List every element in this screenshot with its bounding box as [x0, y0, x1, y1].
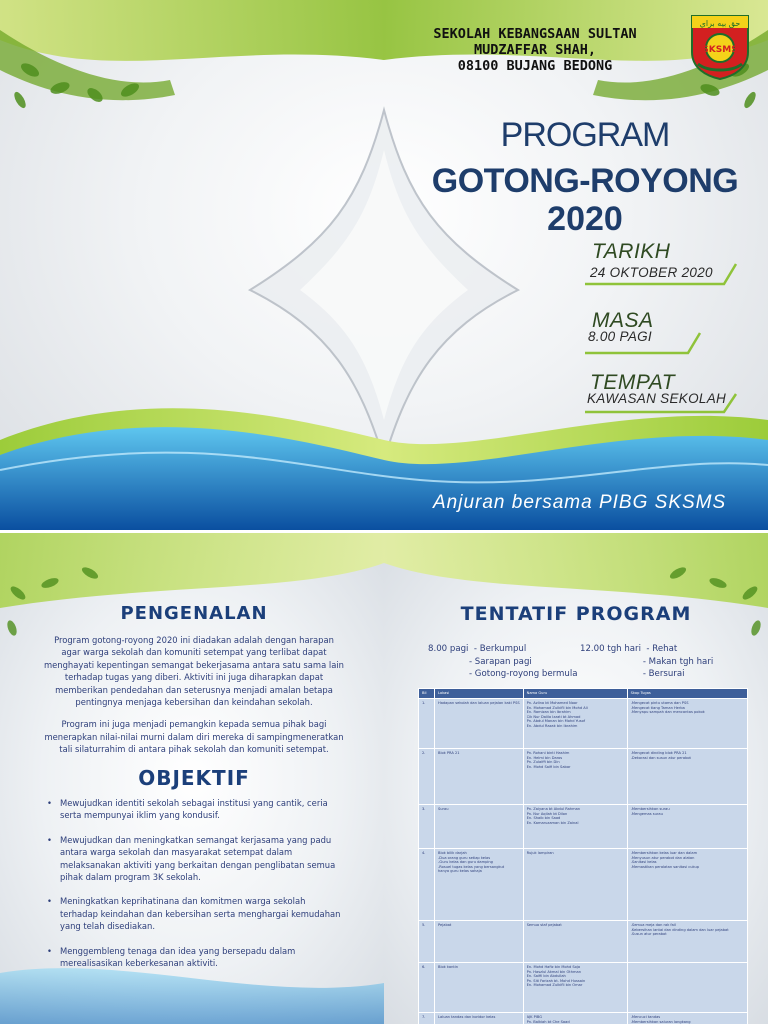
row-nama-guru-line: En. Helmi bin Daros — [526, 755, 563, 760]
row-lokasi-line: Hadapan sekolah dan laluan pejalan kaki PSS — [438, 701, 520, 705]
school-line-3: 08100 BUJANG BEDONG — [457, 58, 613, 74]
row-skop-tugas-line: -Menyusun atur perabot dan alatan — [630, 855, 695, 860]
task-table-row — [419, 921, 748, 963]
row-skop-tugas — [627, 805, 747, 849]
objektif-item: • Mewujudkan identiti sekolah sebagai institusi yang cantik, ceria serta mempunyai iklim yang kondusif. — [44, 797, 344, 822]
tarikh-value: 24 OKTOBER 2020 — [590, 265, 713, 280]
school-address — [400, 26, 670, 74]
row-lokasi — [435, 849, 524, 921]
row-nama-guru-line: Pn. Azlina bt Mohamed Noor — [526, 701, 578, 705]
header-skop-tugas: Skop Tugas — [627, 689, 747, 699]
pengenalan-heading: PENGENALAN — [120, 603, 268, 624]
left-panel — [0, 533, 384, 1024]
row-skop-tugas-line: -Menyapu sampah dan mencantas pokok — [630, 710, 705, 715]
row-lokasi-line: Pejabat — [438, 923, 452, 927]
row-nama-guru-line: En. Saifil bin Abdullah — [526, 974, 566, 979]
row-nama-guru-line: Pn. Siti Farizah bt. Mohd Hussain — [526, 978, 586, 983]
tempat-value: KAWASAN SEKOLAH — [587, 391, 727, 406]
row-number-line: 7. — [422, 1015, 426, 1019]
row-skop-tugas — [627, 1013, 747, 1024]
intro-text — [44, 634, 344, 766]
header-nama-guru: Nama Guru — [523, 689, 627, 699]
row-number — [419, 749, 435, 805]
tarikh-label: TARIKH — [592, 240, 671, 263]
row-number — [419, 921, 435, 963]
row-nama-guru — [523, 1013, 627, 1024]
row-nama-guru-line: En. Ramizan bin Ibrahim — [526, 710, 571, 715]
row-skop-tugas — [627, 963, 747, 1013]
right-panel — [384, 533, 768, 1024]
row-nama-guru-line: Pn. Zulaiffi bin Din — [526, 760, 560, 765]
header-lokasi: Lokasi — [435, 689, 524, 699]
row-skop-tugas-line: -Membersihkan surau — [630, 807, 670, 811]
school-line-1: SEKOLAH KEBANGSAAN SULTAN — [433, 26, 637, 42]
row-number — [419, 805, 435, 849]
row-nama-guru-line: Pn. Rohani binti Hashim — [526, 751, 570, 755]
row-lokasi-line: Blok kantin — [438, 965, 459, 969]
task-table-row — [419, 699, 748, 749]
row-lokasi-line: Laluan tandas dan koridor kelas — [438, 1015, 496, 1019]
row-nama-guru — [523, 921, 627, 963]
task-table — [418, 688, 748, 1024]
row-lokasi — [435, 749, 524, 805]
row-number-line: 6. — [422, 965, 426, 969]
row-nama-guru — [523, 963, 627, 1013]
objektif-item: • Mewujudkan dan meningkatkan semangat kerjasama yang padu antara warga sekolah dan masyarakat setempat dalam melaksanakan aktiviti yang berkaitan dengan penglibatan semua pihak dalam program 3K sekolah. — [44, 834, 344, 884]
objektif-item: • Meningkatkan keprihatinana dan komitmen warga sekolah terhadap keindahan dan kebersihan serta menghargai kemudahan yang telah disediakan. — [44, 895, 344, 932]
schedule-morning: 8.00 pagi - Berkumpul - Sarapan pagi - Gotong-royong bermula — [428, 644, 578, 679]
objektif-list — [44, 797, 344, 981]
row-number-line: 3. — [422, 807, 426, 811]
row-lokasi-line: Surau — [438, 807, 449, 811]
title-program: PROGRAM — [500, 116, 670, 154]
row-skop-tugas-line: -Semua meja dan rak fail — [630, 923, 676, 927]
row-nama-guru-line: En. Shaib bin Saad — [526, 816, 561, 821]
row-number — [419, 963, 435, 1013]
row-number — [419, 1013, 435, 1024]
row-number-line: 4. — [422, 851, 426, 855]
task-table-row — [419, 805, 748, 849]
row-nama-guru-line: En. Mohd Hafiz bin Mohd Soja — [526, 965, 581, 969]
row-nama-guru-line: AJK PIBG — [526, 1015, 543, 1019]
row-nama-guru-line: Rujuk lampiran — [526, 851, 554, 855]
task-table-header — [419, 689, 748, 699]
row-skop-tugas-line: -Mengemas surau — [630, 811, 663, 816]
school-crest-logo — [688, 12, 752, 80]
task-table-row — [419, 963, 748, 1013]
row-number-line: 1. — [422, 701, 426, 705]
tempat-label: TEMPAT — [590, 371, 676, 394]
intro-paragraph-2: Program ini juga menjadi pemangkin kepada semua pihak bagi menerapkan nilai-nilai murni dalam diri mereka di sampingmeneratkan tali silaturrahim di antara pihak sekolah dan komuniti setempat. — [44, 719, 344, 755]
row-nama-guru — [523, 805, 627, 849]
row-nama-guru-line: Pn. Haszlul Akmal bin Othman — [526, 969, 581, 974]
row-number — [419, 849, 435, 921]
task-table-row — [419, 749, 748, 805]
row-lokasi — [435, 1013, 524, 1024]
row-skop-tugas — [627, 849, 747, 921]
row-nama-guru-line: Pn. Nur Aqilah bt Dilon — [526, 811, 568, 816]
row-lokasi-line: -Rosuel tugas kelas yang bersangkut — [438, 864, 505, 869]
schedule-afternoon: 12.00 tgh hari - Rehat - Makan tgh hari - Bersurai — [580, 644, 714, 679]
row-skop-tugas-line: -Mengecat pintu utama dan PSS — [630, 701, 689, 705]
row-nama-guru-line: Semua staf pejabat — [526, 923, 562, 927]
row-lokasi-line: -Guru kelas dan guru damping — [438, 860, 493, 865]
row-lokasi — [435, 699, 524, 749]
task-table-row — [419, 1013, 748, 1024]
masa-value: 8.00 PAGI — [588, 329, 652, 344]
row-skop-tugas-line: -Susun atur perabot — [630, 932, 667, 937]
row-skop-tugas-line: -Kebersihan lantai dan dinding dalam dan luar pejabat — [630, 927, 729, 932]
row-skop-tugas — [627, 699, 747, 749]
organizer-text: Anjuran bersama PIBG SKSMS — [433, 492, 727, 513]
row-skop-tugas-line: -Sanitasi kelas — [630, 860, 657, 865]
row-nama-guru-line: En. Mohd Saifi bin Sabar — [526, 764, 571, 769]
task-table-row — [419, 849, 748, 921]
row-nama-guru — [523, 749, 627, 805]
title-gotong-royong: GOTONG-ROYONG — [431, 162, 739, 200]
school-line-2: MUDZAFFAR SHAH, — [474, 42, 596, 58]
crest-motto: حق بيه براي — [699, 19, 741, 28]
row-number-line: 2. — [422, 751, 426, 755]
header-bil: Bil — [419, 689, 435, 699]
row-nama-guru-line: En. Abdul Razak bin Ibrahim — [526, 723, 578, 728]
row-nama-guru — [523, 849, 627, 921]
row-skop-tugas-line: -Membersihkan saluran longkang — [630, 1019, 691, 1024]
row-skop-tugas-line: -Memastikan peralatan sanitasi cukup — [630, 864, 700, 869]
row-lokasi — [435, 921, 524, 963]
intro-paragraph-1: Program gotong-royong 2020 ini diadakan adalah dengan harapan agar warga sekolah dan komuniti setempat yang terlibat dapat menghayati kepentingan semangat bekerjasama antara satu sama lain terhadap tugas yang diberi. Aktiviti ini juga diharapkan dapat memberikan pendedahan dan seterusnya menjadi amalan betapa pentingnya menjaga kebersihan dan keindahan sekolah. — [44, 635, 344, 708]
objektif-item: • Menggembleng tenaga dan idea yang bersepadu dalam merealisasikan keberkesanan aktiviti. — [44, 945, 344, 970]
row-skop-tugas-line: -Mengecat tiang Taman Herba — [630, 705, 685, 710]
crest-name: SKSMS — [702, 45, 738, 55]
row-skop-tugas-line: -Mencuci tandas — [630, 1015, 661, 1019]
row-lokasi-line: Blok PRA 21 — [438, 751, 460, 755]
row-lokasi — [435, 963, 524, 1013]
row-nama-guru-line: Pn. Abdul Manan bin Mohd Yusof — [526, 719, 586, 724]
tentatif-heading: TENTATIF PROGRAM — [460, 603, 692, 625]
row-nama-guru-line: Pn. Balkiah bt Che Saad — [526, 1019, 570, 1024]
row-nama-guru-line: En. Mohamad Zulkifli bin Omar — [526, 983, 583, 988]
row-number-line: 5. — [422, 923, 426, 927]
row-nama-guru — [523, 699, 627, 749]
masa-label: MASA — [592, 309, 654, 332]
row-lokasi — [435, 805, 524, 849]
row-nama-guru-line: Cik Nur Dalila Izzati bt Ahmad — [526, 714, 581, 719]
row-nama-guru-line: En. Kamaruzaman bin Zainal — [526, 820, 579, 825]
row-skop-tugas-line: -Dekorasi dan susun atur perabot — [630, 755, 691, 760]
row-skop-tugas — [627, 749, 747, 805]
row-nama-guru-line: Pn. Zaiyana bt Abdul Rahman — [526, 807, 581, 811]
row-skop-tugas-line: -Membersihkan kelas luar dan dalam — [630, 851, 698, 855]
row-skop-tugas — [627, 921, 747, 963]
row-lokasi-line: Blok bilik darjah — [438, 851, 467, 855]
title-year: 2020 — [547, 200, 623, 238]
row-lokasi-line: hanya guru kelas sahaja — [438, 869, 482, 874]
objektif-heading: OBJEKTIF — [138, 766, 250, 790]
row-number — [419, 699, 435, 749]
row-nama-guru-line: En. Mohamad Zulkifli bin Mohd Ali — [526, 705, 588, 710]
row-skop-tugas-line: -Mengecat dinding blok PRA 21 — [630, 751, 687, 755]
row-lokasi-line: -Dua orang guru setiap kelas — [438, 855, 491, 860]
